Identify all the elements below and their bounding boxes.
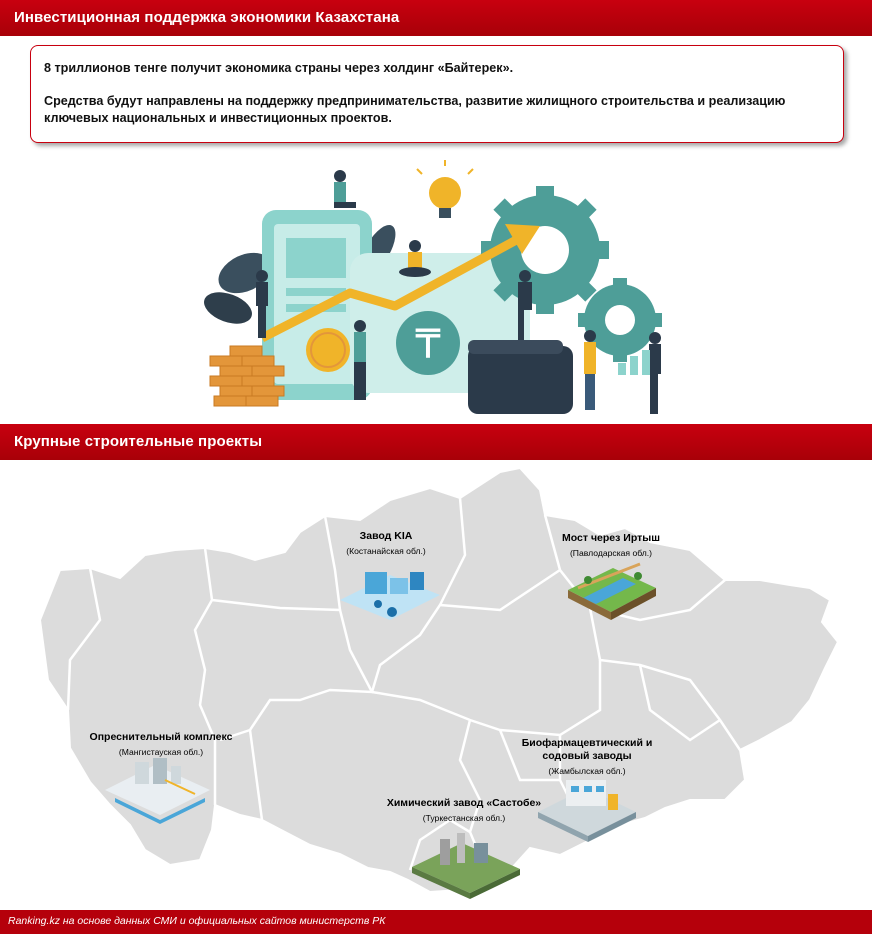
source-text: Ranking.kz на основе данных СМИ и официальных сайтов министерств РК <box>8 915 386 927</box>
svg-text:₸: ₸ <box>415 322 441 368</box>
project-region: (Туркестанская обл.) <box>422 813 506 823</box>
person-icon <box>584 330 596 410</box>
leaf-icon <box>200 286 256 329</box>
project-label-desalination <box>76 731 246 758</box>
page-title-band <box>0 0 872 36</box>
coin-icon <box>306 328 350 372</box>
tenge-growth-illustration <box>200 158 680 423</box>
map-section <box>0 460 872 908</box>
project-title: Завод KIA <box>359 530 413 542</box>
project-label-kia <box>336 530 436 557</box>
section-title: Крупные строительные проекты <box>14 433 263 450</box>
project-label-pharma <box>512 737 662 777</box>
project-title: Биофармацевтический и содовый заводы <box>521 737 653 762</box>
kazakhstan-map <box>0 460 872 908</box>
project-label-chemical <box>372 797 556 824</box>
source-footer <box>0 910 872 934</box>
project-region: (Жамбылская обл.) <box>548 766 626 776</box>
summary-box <box>30 45 844 143</box>
project-region: (Костанайская обл.) <box>346 546 426 556</box>
dark-wallet-icon <box>468 346 573 414</box>
section-title-band <box>0 424 872 460</box>
page-title: Инвестиционная поддержка экономики Казахстана <box>14 9 400 26</box>
project-title: Мост через Иртыш <box>562 532 660 544</box>
person-icon <box>334 170 356 208</box>
summary-line-1: 8 триллионов тенге получит экономика страны через холдинг «Байтерек». <box>44 61 514 75</box>
project-label-bridge <box>545 532 677 559</box>
lightbulb-icon <box>417 160 473 218</box>
person-icon <box>354 320 366 400</box>
project-region: (Павлодарская обл.) <box>569 548 653 558</box>
person-icon <box>649 332 661 414</box>
project-title: Опреснительный комплекс <box>89 731 233 743</box>
summary-line-2: Средства будут направлены на поддержку предпринимательства, развитие жилищного строительства и реализацию ключевых национальных и инвестиционных проектов. <box>44 94 786 125</box>
project-title: Химический завод «Састобе» <box>386 797 542 809</box>
project-region: (Мангистауская обл.) <box>118 747 204 757</box>
